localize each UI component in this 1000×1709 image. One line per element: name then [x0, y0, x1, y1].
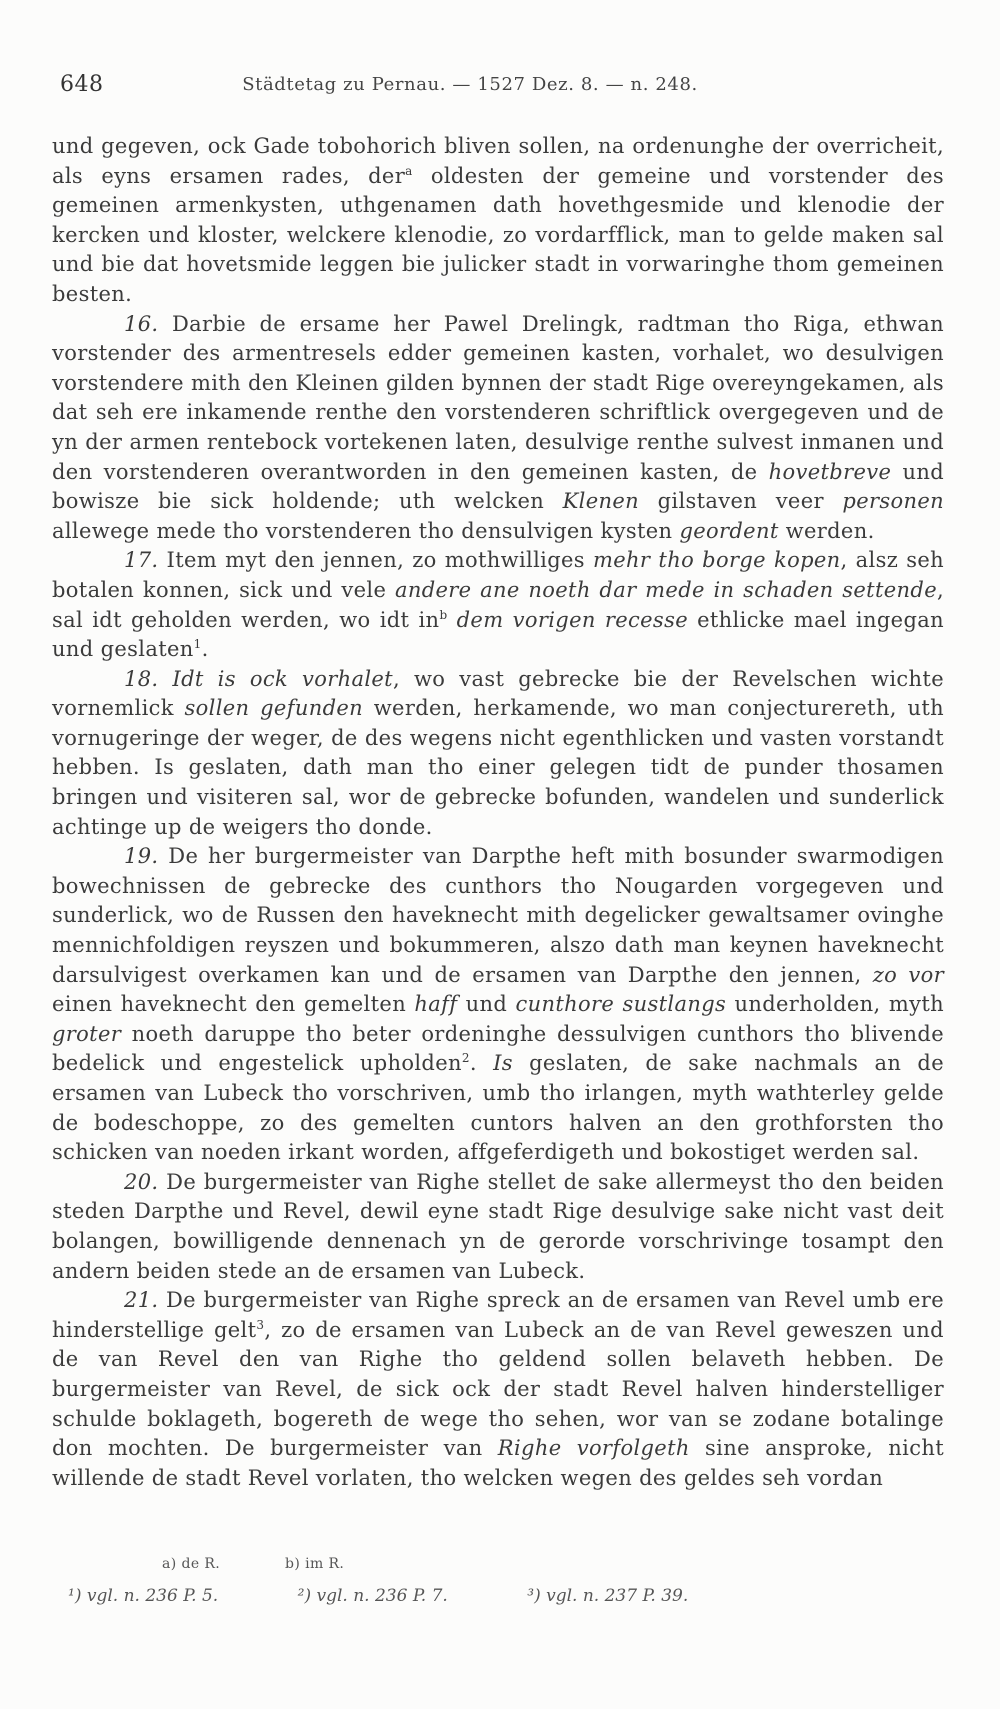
text-run: und gegeven, ock Gade tobohorich bliven sollen, na ordenunghe der overricheit, als eyns ersamen rades, der — [52, 134, 944, 188]
text-run: De her burgermeister van Darpthe heft mith bosunder swarmodigen bowechnissen de gebrecke des cunthors tho Nougarden vorgegeven und sunderlick, wo de Russen den haveknecht mith degelicker gewaltsamer ovinghe mennichfoldigen reyszen und bokummeren, alszo dath man keynen haveknecht darsulvigest overkamen kan und de ersamen van Darpthe den jennen, — [52, 844, 944, 987]
text-run: , alsz seh botalen konnen, sick und vele — [52, 548, 944, 602]
text-run: und — [457, 992, 516, 1017]
text-run: , sal idt geholden werden, wo idt in — [52, 577, 945, 632]
footnote-3: ³) vgl. n. 237 P. 39. — [527, 1586, 689, 1606]
italic-run: mehr tho borge kopen — [593, 548, 841, 573]
text-run: Item myt den jennen, zo mothwilliges — [158, 548, 593, 573]
page-header — [60, 72, 940, 102]
variant-notes — [162, 1556, 404, 1572]
paragraph-16 — [52, 310, 944, 547]
section-number-17: 17. — [124, 548, 159, 573]
section-number-20: 20. — [124, 1169, 159, 1194]
footnote-ref-1: 1 — [193, 637, 202, 652]
text-run: underholden, myth — [726, 992, 945, 1017]
italic-run: Klenen — [562, 489, 640, 514]
text-run: einen haveknecht den gemelten — [52, 992, 415, 1017]
footnote-2: ²) vgl. n. 236 P. 7. — [297, 1586, 448, 1606]
text-run: werden, herkamende, wo man conjecturereth, uth vornugeringe der weger, de des wegens nicht egenthlicken und vasten vorstandt hebben. Is geslaten, dath man tho einer gelegen tidt de punder thosamen bringen und visiteren sal, wor de gebrecke bofunden, wandelen und sunderlick achtinge up de weigers tho donde. — [52, 696, 944, 839]
text-run: gilstaven veer — [639, 489, 843, 514]
section-number-21: 21. — [124, 1288, 159, 1313]
italic-run: Idt is ock vorhalet — [158, 666, 393, 691]
italic-run: Righe vorfolgeth — [497, 1436, 690, 1461]
variant-note-a: a) de R. — [162, 1556, 221, 1572]
text-run: geslaten, de sake nachmals an de ersamen van Lubeck tho vorschriven, umb tho irlangen, myth wathterley gelde de bodeschoppe, zo des gemelten cuntors halven an den grothforsten tho schicken van noeden irkant worden, affgeferdigeth und bokostiget werden sal. — [52, 1051, 944, 1165]
section-number-16: 16. — [124, 311, 159, 336]
text-run: noeth daruppe tho beter ordeninghe dessulvigen cunthors tho blivende bedelick und engestelick upholden — [52, 1021, 944, 1076]
italic-run: Is — [493, 1051, 513, 1076]
italic-run: groter — [52, 1021, 122, 1046]
page-number: 648 — [60, 72, 104, 97]
reference-notes — [68, 1586, 688, 1606]
variant-note-b: b) im R. — [285, 1556, 345, 1572]
paragraph-continuation — [52, 132, 944, 310]
text-run: ethlicke mael ingegan und geslaten — [52, 607, 944, 662]
body-text — [52, 132, 944, 1493]
italic-run: haff — [414, 992, 458, 1017]
text-run: sine ansproke, nicht willende de stadt Revel vorlaten, tho welcken wegen des geldes seh vordan — [52, 1436, 945, 1490]
running-title: Städtetag zu Pernau. — 1527 Dez. 8. — n. 248. — [242, 74, 698, 95]
variant-mark-a: a — [405, 163, 413, 178]
footnote-1: ¹) vgl. n. 236 P. 5. — [68, 1586, 219, 1606]
italic-run: hovetbreve — [768, 459, 892, 484]
paragraph-20 — [52, 1168, 944, 1286]
paragraph-19 — [52, 842, 944, 1168]
text-run: De burgermeister van Righe stellet de sake allermeyst tho den beiden steden Darpthe und Revel, dewil eyne stadt Rige desulvige sake nicht vast deit bolangen, bowilligende dennenach yn de gerorde vorschrivinge tosampt den andern beiden stede an de ersamen van Lubeck. — [52, 1169, 944, 1283]
footnote-ref-3: 3 — [256, 1317, 265, 1332]
variant-mark-b: b — [439, 607, 448, 622]
paragraph-18 — [52, 665, 944, 843]
text-run: und bowisze bie sick holdende; uth welcken — [52, 459, 944, 514]
italic-run: andere ane noeth dar mede in schaden settende — [394, 577, 937, 602]
text-run: , zo de ersamen van Lubeck an de van Revel geweszen und de van Revel den van Righe tho geldend sollen belaveth hebben. De burgermeister van Revel, de sick ock der stadt Revel halven hinderstelliger schulde boklageth, bogereth de wege tho sehen, wor van se zodane botalinge don mochten. De burgermeister van — [52, 1317, 944, 1461]
text-run — [447, 608, 456, 632]
paragraph-21 — [52, 1286, 944, 1493]
text-run: . — [469, 1051, 494, 1076]
text-run: , wo vast gebrecke bie der Revelschen wichte vornemlick — [52, 666, 944, 721]
text-run: De burgermeister van Righe spreck an de ersamen van Revel umb ere hinderstellige gelt — [52, 1288, 944, 1342]
footnote-ref-2: 2 — [461, 1051, 470, 1066]
text-run: oldesten der gemeine und vorstender des gemeinen armenkysten, uthgenamen dath hovethgesmide und klenodie der kercken und kloster, welckere klenodie, zo vordarfflick, man to gelde maken sal und bie dat hovetsmide leggen bie julicker stadt in vorwaringhe thom gemeinen besten. — [52, 163, 944, 306]
italic-run: dem vorigen recesse — [456, 607, 688, 632]
section-number-19: 19. — [124, 844, 159, 869]
italic-run: personen — [842, 489, 945, 514]
text-run: allewege mede tho vorstenderen tho densulvigen kysten — [52, 518, 680, 543]
text-run: . — [201, 637, 209, 662]
italic-run: cunthore sustlangs — [515, 992, 727, 1017]
italic-run: geordent — [679, 518, 779, 543]
paragraph-17 — [52, 546, 944, 664]
italic-run: zo vor — [872, 962, 944, 987]
text-run: Darbie de ersame her Pawel Drelingk, radtman tho Riga, ethwan vorstender des armentresels edder gemeinen kasten, vorhalet, wo desulvigen vorstendere mith den Kleinen gilden bynnen der stadt Rige overeyngekamen, als dat seh ere inkamende renthe den vorstenderen schriftlick overgegeven und de yn der armen rentebock vortekenen laten, desulvige renthe sulvest inmanen und den vorstenderen overantworden in den gemeinen kasten, de — [52, 311, 944, 484]
section-number-18: 18. — [124, 666, 159, 691]
italic-run: sollen gefunden — [184, 696, 364, 721]
text-run: werden. — [778, 518, 875, 543]
